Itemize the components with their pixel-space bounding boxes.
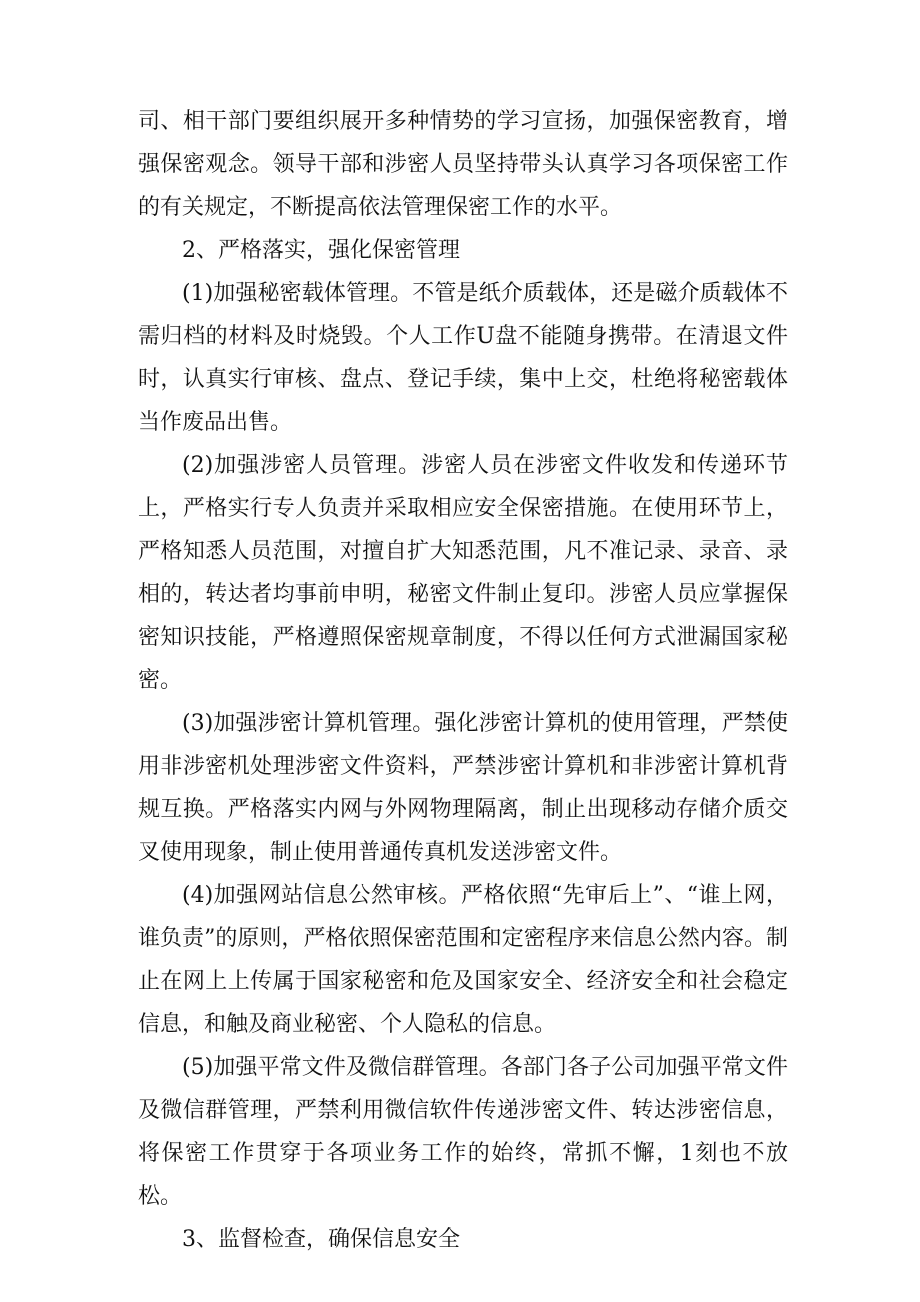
paragraph-item-4: (4)加强网站信息公然审核。严格依照“先审后上”、“谁上网，谁负责”的原则，严格依照保密范围和定密程序来信息公然内容。制止在网上上传属于国家秘密和危及国家安全、经济安全和社会稳定信息，和触及商业秘密、个人隐私的信息。 xyxy=(138,883,788,1037)
section-heading-2: 2、严格落实，强化保密管理 xyxy=(182,238,460,263)
paragraph-item-1: (1)加强秘密载体管理。不管是纸介质载体，还是磁介质载体不需归档的材料及时烧毁。个人工作U盘不能随身携带。在清退文件时，认真实行审核、盘点、登记手续，集中上交，杜绝将秘密载体当作废品出售。 xyxy=(138,281,788,435)
document-body xyxy=(138,100,788,1261)
paragraph-item-2: (2)加强涉密人员管理。涉密人员在涉密文件收发和传递环节上，严格实行专人负责并采取相应安全保密措施。在使用环节上，严格知悉人员范围，对擅自扩大知悉范围，凡不准记录、录音、录相的，转达者均事前申明，秘密文件制止复印。涉密人员应掌握保密知识技能，严格遵照保密规章制度，不得以任何方式泄漏国家秘密。 xyxy=(138,453,788,693)
paragraph-item-5: (5)加强平常文件及微信群管理。各部门各子公司加强平常文件及微信群管理，严禁利用微信软件传递涉密文件、转达涉密信息，将保密工作贯穿于各项业务工作的始终，常抓不懈，1刻也不放松。 xyxy=(138,1055,788,1209)
section-heading-3: 3、监督检查，确保信息安全 xyxy=(182,1227,460,1252)
paragraph-item-3: (3)加强涉密计算机管理。强化涉密计算机的使用管理，严禁使用非涉密机处理涉密文件资料，严禁涉密计算机和非涉密计算机背规互换。严格落实内网与外网物理隔离，制止出现移动存储介质交叉使用现象，制止使用普通传真机发送涉密文件。 xyxy=(138,711,788,865)
paragraph-continuation: 司、相干部门要组织展开多种情势的学习宣扬，加强保密教育，增强保密观念。领导干部和涉密人员坚持带头认真学习各项保密工作的有关规定，不断提高依法管理保密工作的水平。 xyxy=(138,109,788,220)
